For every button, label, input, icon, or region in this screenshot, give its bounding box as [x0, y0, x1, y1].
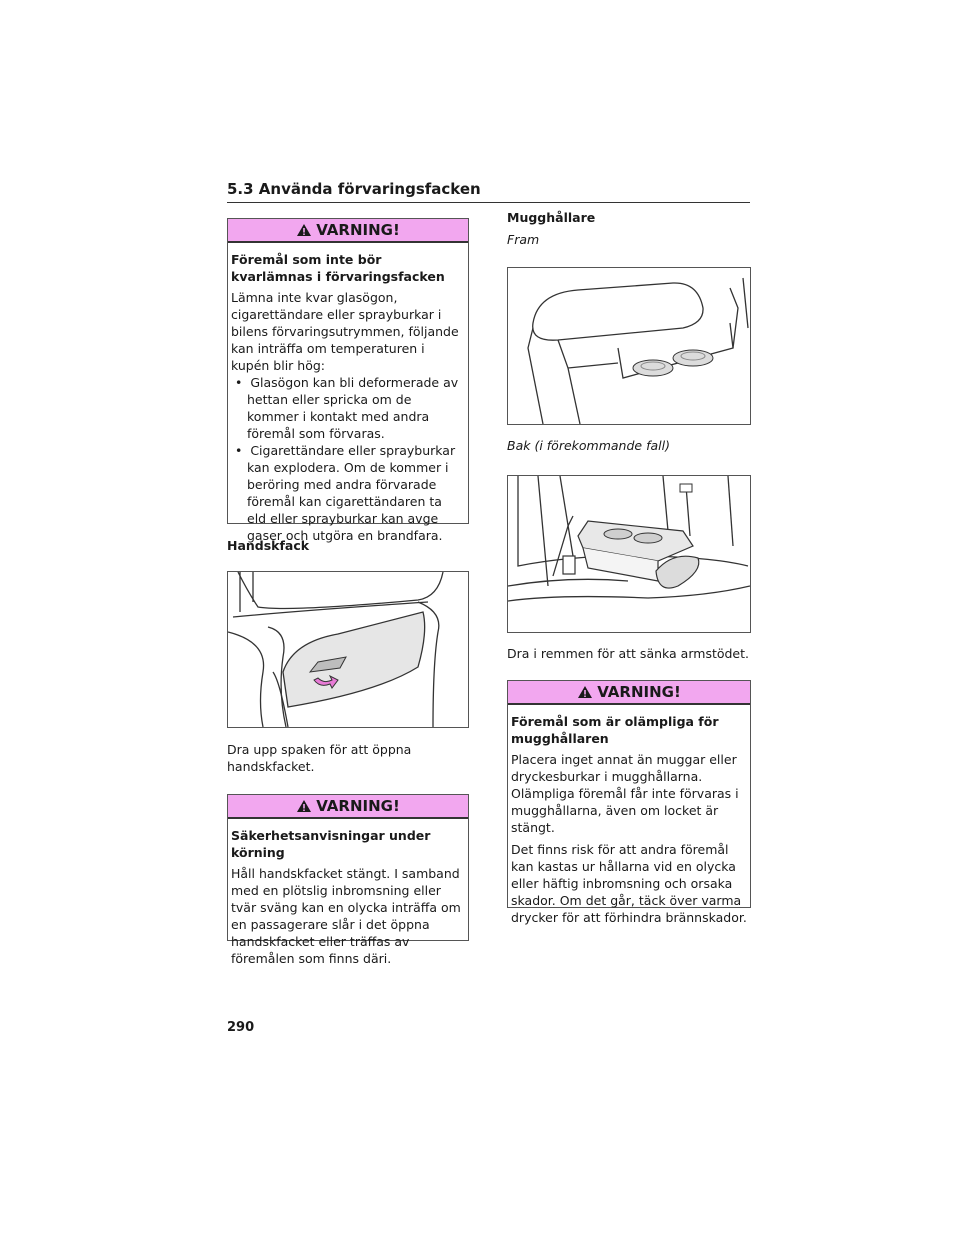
warning-label: VARNING! [316, 221, 400, 239]
glovebox-drawing [228, 572, 468, 727]
section-title: 5.3 Använda förvaringsfacken [227, 180, 750, 203]
warning-paragraph: Det finns risk för att andra föremål kan kastas ur hållarna vid en olycka eller häftig inbromsning och orsaka skador. Om det går, täck över varma drycker för att förhindra brännskador. [511, 842, 747, 925]
page-number: 290 [227, 1020, 255, 1035]
front-cupholder-drawing [508, 268, 750, 424]
front-label: Fram [507, 232, 540, 247]
rear-cupholder-drawing [508, 476, 750, 632]
warning-header [228, 219, 468, 243]
warning-header [228, 795, 468, 819]
warning-box-storage [227, 218, 469, 543]
warning-triangle-icon [296, 223, 312, 237]
warning-bullet: • Glasögon kan bli deformerade av hettan eller spricka om de kommer i kontakt med andra föremål som förvaras. [235, 375, 459, 441]
warning-subtitle: Föremål som är olämpliga för mugghållaren [511, 714, 719, 746]
warning-box-driving [227, 794, 469, 966]
warning-body [508, 705, 750, 939]
left-column [227, 218, 469, 966]
warning-paragraph: Placera inget annat än muggar eller dryckesburkar i mugghållarna. Olämpliga föremål får inte förvaras i mugghållarna, även om locket är stängt. [511, 752, 739, 835]
glovebox-caption: Dra upp spaken för att öppna handskfacket. [227, 742, 412, 774]
warning-subtitle: Föremål som inte bör kvarlämnas i förvaringsfacken [231, 252, 445, 284]
warning-header [508, 681, 750, 705]
glovebox-heading: Handskfack [227, 538, 310, 553]
warning-subtitle: Säkerhetsanvisningar under körning [231, 828, 431, 860]
warning-body [228, 819, 468, 980]
right-column [507, 210, 751, 925]
glovebox-illustration [227, 571, 469, 728]
warning-label: VARNING! [597, 683, 681, 701]
front-cupholder-illustration [507, 267, 751, 425]
warning-label: VARNING! [316, 797, 400, 815]
rear-cupholder-illustration [507, 475, 751, 633]
warning-triangle-icon [296, 799, 312, 813]
rear-caption: Dra i remmen för att sänka armstödet. [507, 646, 749, 661]
warning-body [228, 243, 468, 552]
warning-bullet: • Cigarettändare eller sprayburkar kan explodera. Om de kommer i beröring med andra förvarade föremål kan cigarettändaren ta eld eller sprayburkar kan avge gaser och utgöra en brandfara. [235, 443, 456, 543]
warning-triangle-icon [577, 685, 593, 699]
warning-text: Lämna inte kvar glasögon, cigarettändare eller sprayburkar i bilens förvaringsutrymmen, följande kan inträffa om temperaturen i kupén blir hög: [231, 290, 459, 373]
warning-box-cupholder [507, 680, 751, 925]
warning-text: Håll handskfacket stängt. I samband med en plötslig inbromsning eller tvär sväng kan en olycka inträffa om en passagerare slår i det öppna handskfacket eller träffas av föremålen som finns däri. [231, 866, 461, 966]
rear-label: Bak (i förekommande fall) [507, 438, 670, 453]
cupholder-heading: Mugghållare [507, 210, 596, 225]
